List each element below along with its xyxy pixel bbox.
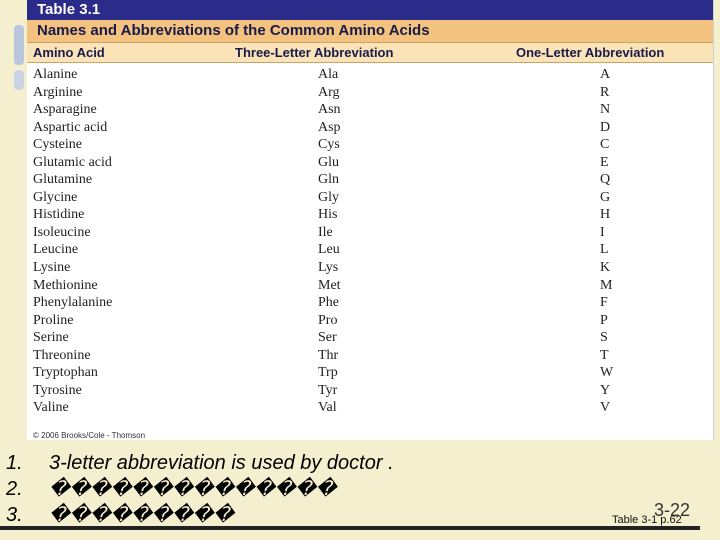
table-row bbox=[27, 312, 713, 330]
one-letter-code: S bbox=[600, 330, 608, 346]
amino-acid-name: Histidine bbox=[33, 207, 85, 223]
three-letter-code: Ala bbox=[318, 67, 339, 82]
table-row bbox=[27, 364, 713, 382]
one-letter-code: W bbox=[600, 365, 614, 381]
three-letter-code: Phe bbox=[318, 295, 339, 311]
three-letter-code: Thr bbox=[318, 347, 339, 363]
one-letter-code: D bbox=[600, 119, 611, 135]
three-letter-code: Cys bbox=[318, 137, 340, 153]
table-row bbox=[27, 224, 713, 242]
one-letter-code: Y bbox=[600, 382, 611, 398]
amino-acid-name: Glutamic acid bbox=[33, 154, 112, 170]
note-item bbox=[6, 502, 606, 528]
table-row bbox=[27, 329, 713, 347]
copyright-text: © 2006 Brooks/Cole - Thomson bbox=[33, 431, 146, 440]
one-letter-code: N bbox=[600, 102, 611, 118]
table-title: Names and Abbreviations of the Common Amino Acids bbox=[27, 20, 713, 42]
table-row bbox=[27, 347, 713, 365]
table-row bbox=[27, 84, 713, 102]
amino-acid-name: Threonine bbox=[33, 347, 91, 363]
one-letter-code: Q bbox=[600, 172, 611, 188]
table-row bbox=[27, 277, 713, 295]
table-row bbox=[27, 382, 713, 400]
table-body bbox=[27, 66, 713, 417]
table-row bbox=[27, 66, 713, 84]
one-letter-code: M bbox=[600, 277, 613, 293]
amino-acid-name: Tyrosine bbox=[33, 382, 82, 398]
one-letter-code: L bbox=[600, 242, 609, 258]
amino-acid-name: Isoleucine bbox=[33, 224, 91, 240]
amino-acid-table bbox=[27, 0, 714, 440]
note-item bbox=[6, 450, 606, 476]
three-letter-code: Arg bbox=[318, 84, 340, 100]
header-amino-acid: Amino Acid bbox=[33, 45, 105, 60]
amino-acid-name: Glycine bbox=[33, 189, 78, 205]
table-row bbox=[27, 119, 713, 137]
one-letter-code: R bbox=[600, 84, 610, 100]
table-row bbox=[27, 136, 713, 154]
three-letter-code: Pro bbox=[318, 312, 338, 328]
amino-acid-name: Phenylalanine bbox=[33, 295, 113, 311]
three-letter-code: Ser bbox=[318, 330, 337, 346]
one-letter-code: H bbox=[600, 207, 611, 223]
one-letter-code: V bbox=[600, 400, 611, 416]
three-letter-code: Asp bbox=[318, 119, 341, 135]
amino-acid-name: Aspartic acid bbox=[33, 119, 108, 135]
amino-acid-name: Tryptophan bbox=[33, 365, 98, 381]
amino-acid-name: Proline bbox=[33, 312, 74, 328]
table-row bbox=[27, 241, 713, 259]
table-row bbox=[27, 171, 713, 189]
three-letter-code: Glu bbox=[318, 154, 339, 170]
amino-acid-name: Cysteine bbox=[33, 137, 82, 153]
note-text: �������������� bbox=[49, 478, 337, 500]
three-letter-code: Ile bbox=[318, 224, 333, 240]
table-reference: Table 3-1 p.62 bbox=[612, 514, 682, 526]
amino-acid-name: Valine bbox=[33, 400, 69, 416]
one-letter-code: A bbox=[600, 67, 611, 82]
three-letter-code: Val bbox=[318, 400, 337, 416]
table-row bbox=[27, 259, 713, 277]
one-letter-code: I bbox=[600, 224, 605, 240]
amino-acid-name: Alanine bbox=[33, 67, 78, 82]
three-letter-code: Leu bbox=[318, 242, 340, 258]
table-header-row bbox=[27, 42, 713, 63]
three-letter-code: Gly bbox=[318, 189, 339, 205]
three-letter-code: Trp bbox=[318, 365, 338, 381]
table-row bbox=[27, 101, 713, 119]
table-number: Table 3.1 bbox=[27, 0, 713, 20]
header-three-letter: Three-Letter Abbreviation bbox=[235, 45, 394, 60]
header-one-letter: One-Letter Abbreviation bbox=[516, 45, 665, 60]
notes-list bbox=[6, 450, 606, 528]
one-letter-code: E bbox=[600, 154, 609, 170]
three-letter-code: Met bbox=[318, 277, 341, 293]
amino-acid-name: Glutamine bbox=[33, 172, 93, 188]
three-letter-code: Tyr bbox=[318, 382, 338, 398]
amino-acid-name: Leucine bbox=[33, 242, 79, 258]
table-row bbox=[27, 206, 713, 224]
one-letter-code: F bbox=[600, 295, 608, 311]
three-letter-code: Gln bbox=[318, 172, 339, 188]
one-letter-code: K bbox=[600, 260, 611, 276]
note-number: 3. bbox=[6, 504, 23, 526]
note-text: ��������� bbox=[49, 504, 234, 526]
one-letter-code: T bbox=[600, 347, 609, 363]
three-letter-code: His bbox=[318, 207, 338, 223]
table-row bbox=[27, 294, 713, 312]
amino-acid-name: Arginine bbox=[33, 84, 83, 100]
table-row bbox=[27, 154, 713, 172]
three-letter-code: Lys bbox=[318, 260, 339, 276]
table-row bbox=[27, 399, 713, 417]
one-letter-code: G bbox=[600, 189, 611, 205]
note-item bbox=[6, 476, 606, 502]
note-number: 2. bbox=[6, 478, 23, 500]
note-number: 1. bbox=[6, 452, 23, 474]
slide-number: 3-22 bbox=[654, 500, 691, 520]
one-letter-code: P bbox=[600, 312, 608, 328]
amino-acid-name: Lysine bbox=[33, 260, 71, 276]
three-letter-code: Asn bbox=[318, 102, 341, 118]
amino-acid-name: Asparagine bbox=[33, 102, 97, 118]
amino-acid-name: Methionine bbox=[33, 277, 98, 293]
table-row bbox=[27, 189, 713, 207]
amino-acid-name: Serine bbox=[33, 330, 69, 346]
note-text: 3-letter abbreviation is used by doctor . bbox=[49, 452, 394, 474]
one-letter-code: C bbox=[600, 137, 610, 153]
